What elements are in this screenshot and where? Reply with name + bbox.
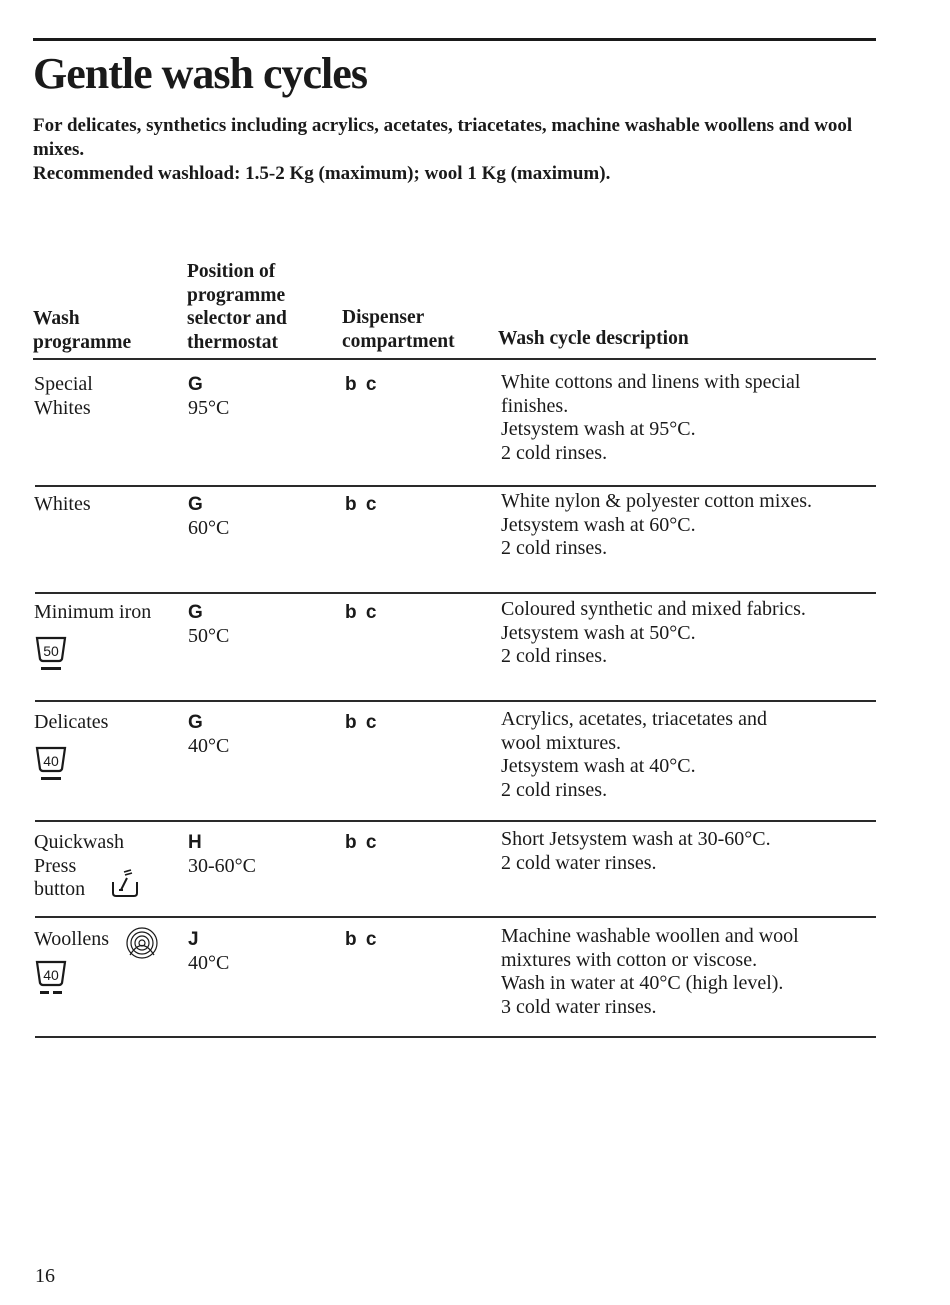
intro-text: [33, 114, 863, 186]
row-position: G 40°C: [188, 712, 230, 757]
row-name: Special Whites: [34, 373, 93, 419]
row-divider: [35, 820, 876, 822]
row-position: G 50°C: [188, 602, 230, 647]
row-divider: [35, 592, 876, 594]
row-description: White nylon & polyester cotton mixes. Jetsystem wash at 60°C. 2 cold rinses.: [501, 490, 813, 559]
page-number: 16: [35, 1265, 55, 1287]
svg-text:50: 50: [43, 643, 59, 659]
row-divider: [35, 916, 876, 918]
row-dispenser: b c: [345, 712, 379, 733]
row-description: Acrylics, acetates, triacetates and wool mixtures. Jetsystem wash at 40°C. 2 cold rinses.: [501, 708, 767, 801]
row-description: Coloured synthetic and mixed fabrics. Jetsystem wash at 50°C. 2 cold rinses.: [501, 598, 806, 667]
svg-text:40: 40: [43, 753, 59, 769]
wash-tub-icon: [34, 634, 68, 678]
row-position: J 40°C: [188, 929, 230, 974]
row-description: Machine washable woollen and wool mixtures with cotton or viscose. Wash in water at 40°C (high level). 3 cold water rinses.: [501, 925, 799, 1018]
row-divider: [35, 485, 876, 487]
press-button-icon: [108, 866, 142, 904]
svg-text:40: 40: [43, 967, 59, 983]
row-name: Quickwash Press button: [34, 831, 124, 900]
intro-line-1: For delicates, synthetics including acrylics, acetates, triacetates, machine washable woollens and wool mixes.: [33, 115, 853, 160]
row-name: Minimum iron: [34, 601, 152, 623]
row-description: White cottons and linens with special finishes. Jetsystem wash at 95°C. 2 cold rinses.: [501, 371, 801, 464]
header-rule: [33, 358, 876, 360]
wash-tub-icon: [34, 958, 68, 1002]
row-description: Short Jetsystem wash at 30-60°C. 2 cold water rinses.: [501, 828, 771, 874]
row-dispenser: b c: [345, 929, 379, 950]
top-rule: [33, 38, 876, 41]
wash-tub-icon: [34, 744, 68, 788]
header-dispenser: Dispenser compartment: [342, 307, 455, 352]
row-name: Whites: [34, 493, 91, 515]
row-dispenser: b c: [345, 832, 379, 853]
row-position: H 30-60°C: [188, 832, 256, 877]
table-bottom-rule: [35, 1036, 876, 1038]
row-name: Woollens: [34, 928, 110, 950]
header-wash-programme: Wash programme: [33, 308, 132, 353]
intro-line-2: Recommended washload: 1.5-2 Kg (maximum); wool 1 Kg (maximum).: [33, 163, 611, 184]
header-description: Wash cycle description: [498, 328, 689, 349]
row-dispenser: b c: [345, 374, 379, 395]
row-dispenser: b c: [345, 602, 379, 623]
row-dispenser: b c: [345, 494, 379, 515]
row-position: G 60°C: [188, 494, 230, 539]
row-divider: [35, 700, 876, 702]
header-position: Position of programme selector and thermostat: [187, 261, 287, 353]
page-title: Gentle wash cycles: [33, 49, 367, 98]
row-position: G 95°C: [188, 374, 230, 419]
row-name: Delicates: [34, 711, 109, 733]
woolmark-icon: [122, 922, 162, 968]
